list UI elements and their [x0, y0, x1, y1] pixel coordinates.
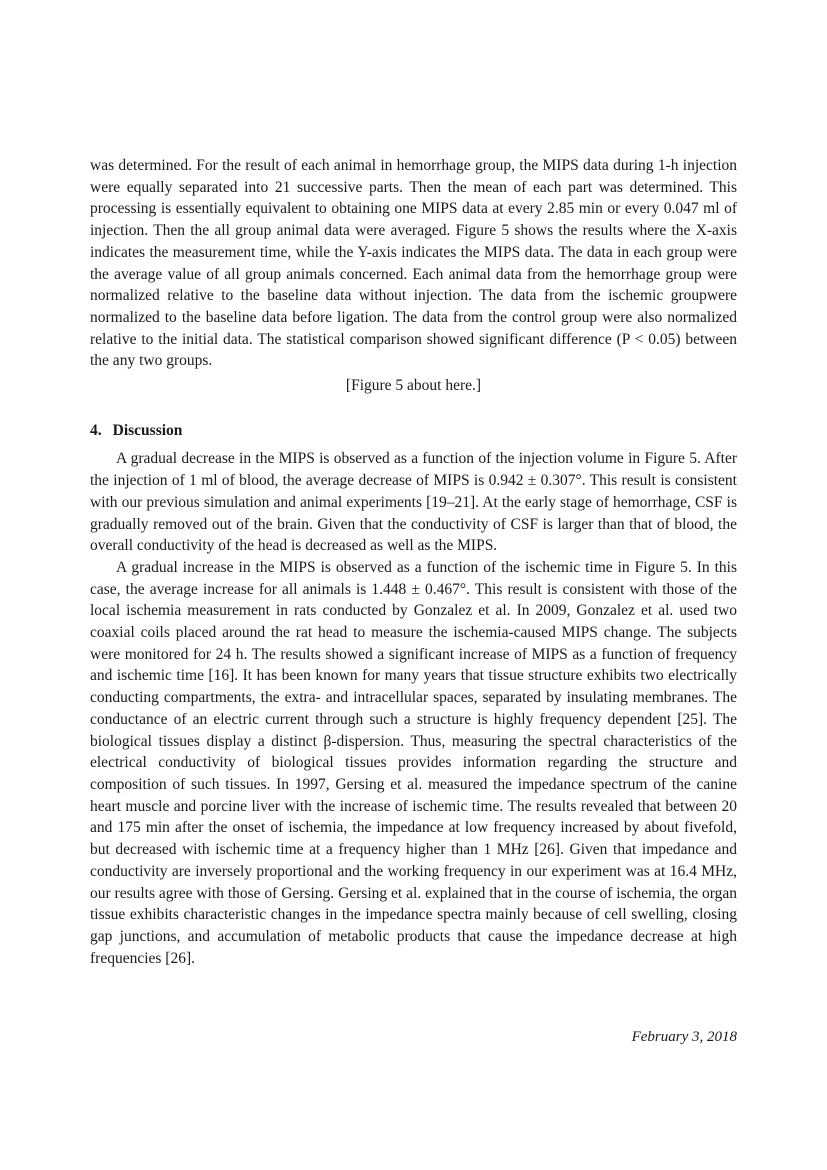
- body-paragraph: A gradual decrease in the MIPS is observed as a function of the injection volume in Figure 5. After the injection of 1 ml of blood, the average decrease of MIPS is 0.942 ± 0.307°. This result is consistent with our previous simulation and animal experiments [19–21]. At the early stage of hemorrhage, CSF is gradually removed out of the brain. Given that the conductivity of CSF is larger than that of blood, the overall conductivity of the head is decreased as well as the MIPS.: [90, 450, 737, 555]
- figure-placeholder-note: [Figure 5 about here.]: [345, 377, 482, 395]
- section-number: 4.: [90, 421, 102, 439]
- footer-date: February 3, 2018: [631, 1029, 737, 1045]
- text-column: [90, 155, 737, 969]
- continued-paragraph: was determined. For the result of each animal in hemorrhage group, the MIPS data during 1-h injection were equally separated into 21 successive parts. Then the mean of each part was determined. This processing is essentially equivalent to obtaining one MIPS data at every 2.85 min or every 0.047 ml of injection. Then the all group animal data were averaged. Figure 5 shows the results where the X-axis indicates the measurement time, while the Y-axis indicates the MIPS data. The data in each group were the average value of all group animals concerned. Each animal data from the hemorrhage group were normalized relative to the baseline data without injection. The data from the ischemic groupwere normalized to the baseline data before ligation. The data from the control group were also normalized relative to the initial data. The statistical comparison showed significant difference (P < 0.05) between the any two groups.: [90, 157, 737, 370]
- section-title: Discussion: [112, 421, 183, 439]
- section-heading: [90, 420, 737, 442]
- body-paragraph: A gradual increase in the MIPS is observed as a function of the ischemic time in Figure 5. In this case, the average increase for all animals is 1.448 ± 0.467°. This result is consistent with those of the local ischemia measurement in rats conducted by Gonzalez et al. In 2009, Gonzalez et al. used two coaxial coils placed around the rat head to measure the ischemia-caused MIPS change. The subjects were monitored for 24 h. The results showed a significant increase of MIPS as a function of frequency and ischemic time [16]. It has been known for many years that tissue structure exhibits two electrically conducting compartments, the extra- and intracellular spaces, separated by insulating membranes. The conductance of an electric current through such a structure is highly frequency dependent [25]. The biological tissues display a distinct β-dispersion. Thus, measuring the spectral characteristics of the electrical conductivity of biological tissues provides information regarding the structure and composition of such tissues. In 1997, Gersing et al. measured the impedance spectrum of the canine heart muscle and porcine liver with the increase of ischemic time. The results revealed that between 20 and 175 min after the onset of ischemia, the impedance at low frequency increased by about fivefold, but decreased with ischemic time at a frequency higher than 1 MHz [26]. Given that impedance and conductivity are inversely proportional and the working frequency in our experiment was at 16.4 MHz, our results agree with those of Gersing. Gersing et al. explained that in the course of ischemia, the organ tissue exhibits characteristic changes in the impedance spectra mainly because of cell swelling, closing gap junctions, and accumulation of metabolic products that cause the impedance decrease at high frequencies [26].: [90, 558, 737, 967]
